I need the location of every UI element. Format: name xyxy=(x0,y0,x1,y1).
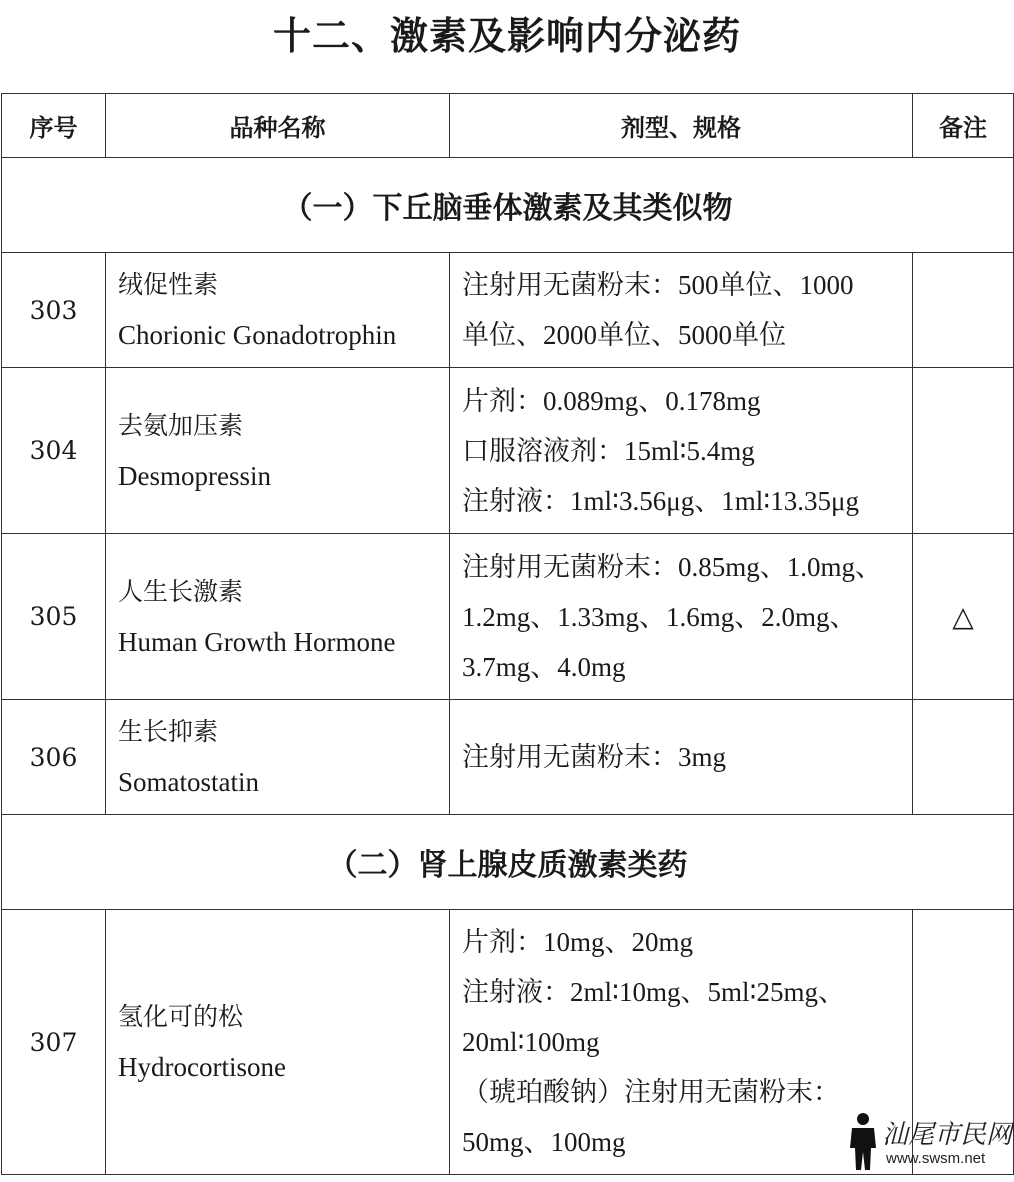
spec-line: 1.2mg、1.33mg、1.6mg、2.0mg、 xyxy=(462,601,857,632)
drug-name-en: Desmopressin xyxy=(118,460,271,491)
header-note: 备注 xyxy=(913,94,1014,158)
drug-name-en: Somatostatin xyxy=(118,767,259,797)
row-number: 304 xyxy=(2,368,106,534)
spec-line: 注射用无菌粉末：3mg xyxy=(462,742,727,772)
row-number: 306 xyxy=(2,700,106,815)
drug-name xyxy=(106,253,450,368)
spec-line: （琥珀酸钠）注射用无菌粉末： xyxy=(462,1077,840,1107)
table-row xyxy=(2,534,1014,700)
drug-spec xyxy=(450,910,913,1175)
drug-name-en: Hydrocortisone xyxy=(118,1052,286,1082)
watermark-url: www.swsm.net xyxy=(886,1150,986,1167)
triangle-note-icon: △ xyxy=(913,534,1014,700)
drug-spec xyxy=(450,534,913,700)
spec-line: 片剂：10mg、20mg xyxy=(462,927,694,957)
drug-name-cn: 生长抑素 xyxy=(118,717,219,746)
drug-spec xyxy=(450,368,913,534)
watermark-logo xyxy=(846,1110,1013,1176)
drug-name-cn: 氢化可的松 xyxy=(118,1002,244,1031)
row-number: 305 xyxy=(2,534,106,700)
drug-note xyxy=(913,368,1014,534)
header-row xyxy=(2,94,1014,158)
drug-note xyxy=(913,253,1014,368)
drug-name-cn: 人生长激素 xyxy=(118,576,244,606)
spec-line: 20ml∶100mg xyxy=(462,1027,600,1057)
spec-line: 单位、2000单位、5000单位 xyxy=(462,320,786,350)
drug-spec xyxy=(450,700,913,815)
spec-line: 口服溶液剂：15ml∶5.4mg xyxy=(462,435,755,466)
drug-spec xyxy=(450,253,913,368)
row-number: 307 xyxy=(2,910,106,1175)
section-title: （二）肾上腺皮质激素类药 xyxy=(2,815,1014,910)
page-title: 十二、激素及影响内分泌药 xyxy=(272,14,741,58)
drug-name xyxy=(106,700,450,815)
spec-line: 片剂：0.089mg、0.178mg xyxy=(462,385,761,416)
drug-name-en: Human Growth Hormone xyxy=(118,626,396,657)
drug-table xyxy=(1,93,1014,1175)
drug-name xyxy=(106,534,450,700)
drug-name-cn: 绒促性素 xyxy=(118,270,219,299)
watermark-text: 汕尾市民网 xyxy=(882,1120,1013,1150)
table-row xyxy=(2,700,1014,815)
spec-line: 注射用无菌粉末：500单位、1000 xyxy=(462,270,854,300)
person-silhouette-icon xyxy=(846,1112,880,1174)
drug-name-cn: 去氨加压素 xyxy=(118,410,244,440)
section-title: （一）下丘脑垂体激素及其类似物 xyxy=(2,158,1014,253)
spec-line: 50mg、100mg xyxy=(462,1127,626,1157)
drug-name-en: Chorionic Gonadotrophin xyxy=(118,320,397,350)
header-spec: 剂型、规格 xyxy=(450,94,913,158)
section-row xyxy=(2,158,1014,253)
drug-name xyxy=(106,368,450,534)
table-row xyxy=(2,368,1014,534)
table-row xyxy=(2,253,1014,368)
drug-note xyxy=(913,700,1014,815)
row-number: 303 xyxy=(2,253,106,368)
header-name: 品种名称 xyxy=(106,94,450,158)
drug-name xyxy=(106,910,450,1175)
spec-line: 注射液：2ml∶10mg、5ml∶25mg、 xyxy=(462,977,846,1007)
spec-line: 3.7mg、4.0mg xyxy=(462,651,626,682)
header-no: 序号 xyxy=(2,94,106,158)
section-row xyxy=(2,815,1014,910)
spec-line: 注射液：1ml∶3.56μg、1ml∶13.35μg xyxy=(462,485,860,516)
spec-line: 注射用无菌粉末：0.85mg、1.0mg、 xyxy=(462,551,883,582)
